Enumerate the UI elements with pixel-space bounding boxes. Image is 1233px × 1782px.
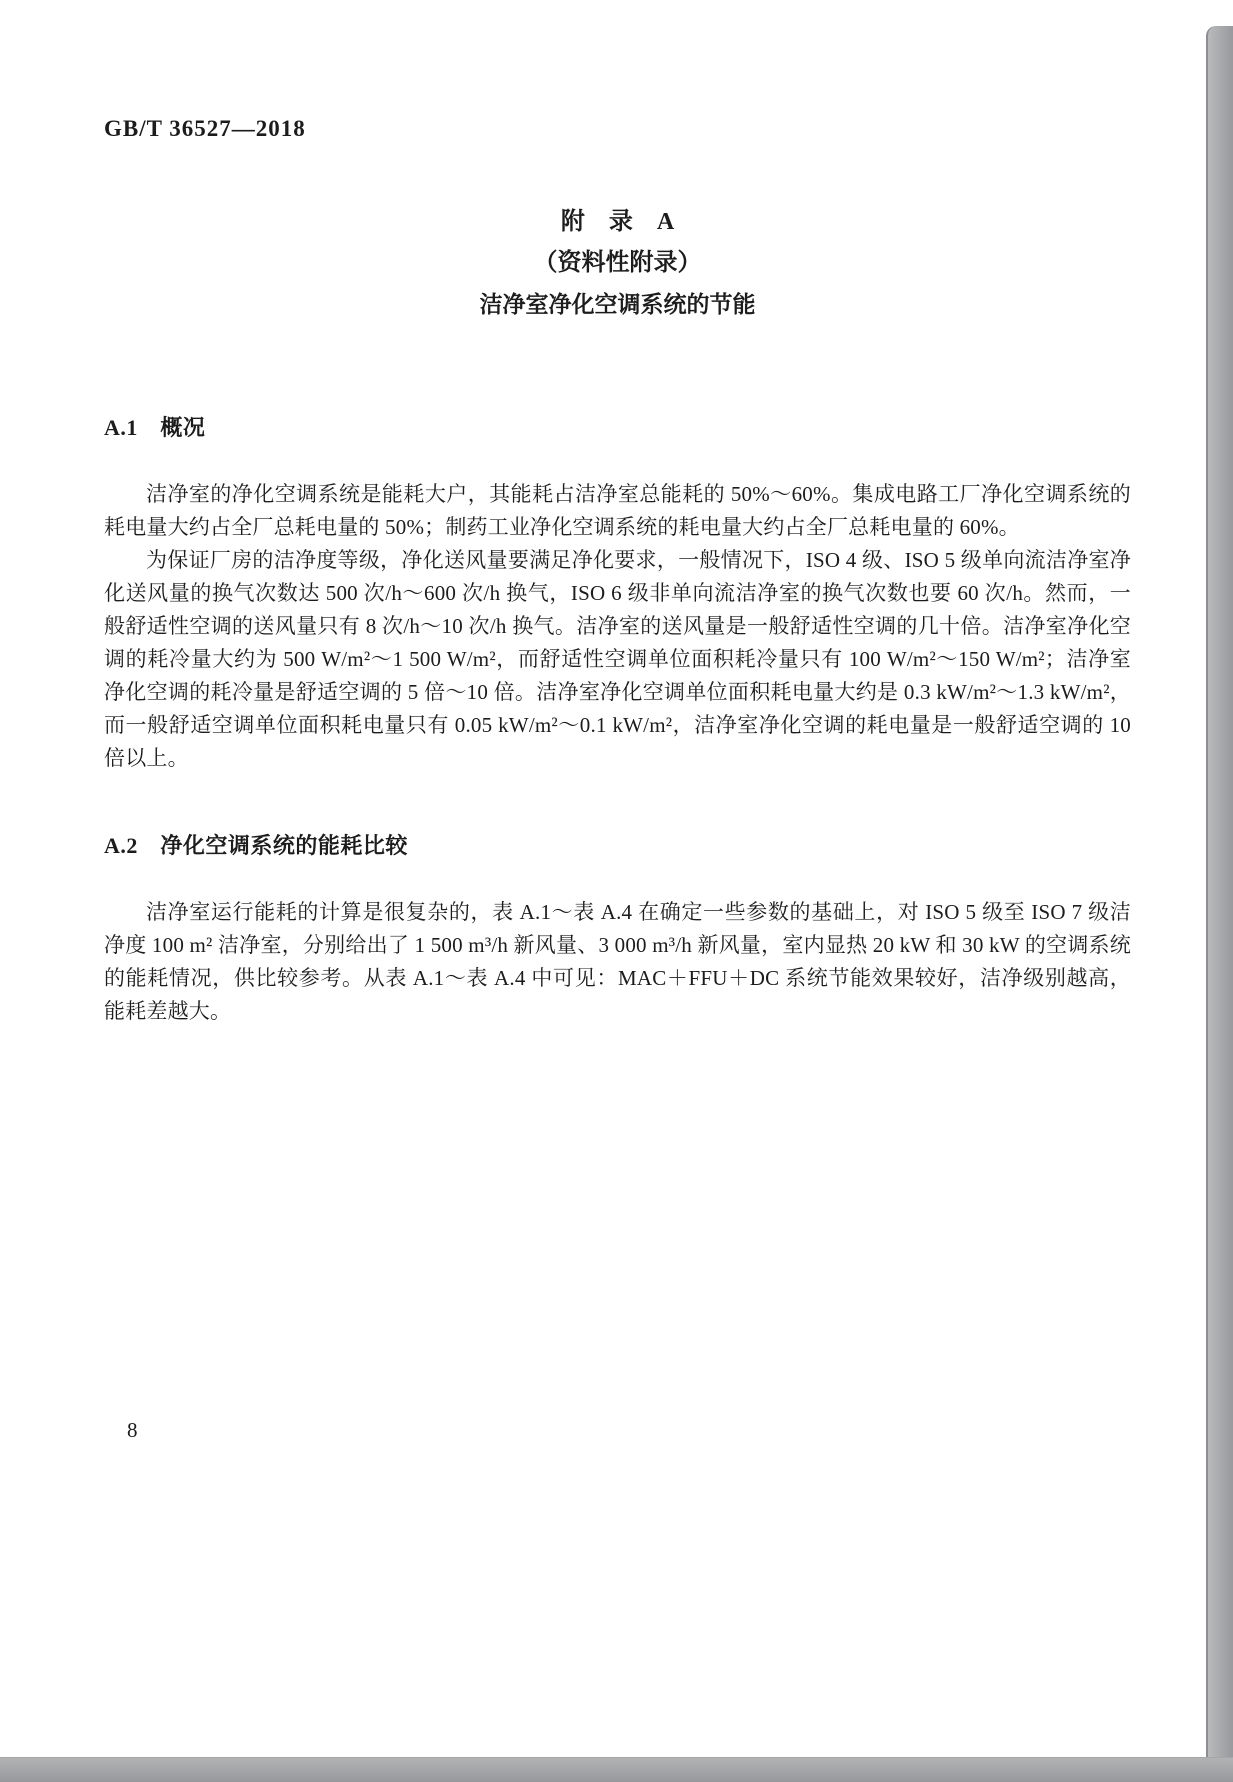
appendix-subject: 洁净室净化空调系统的节能 — [479, 292, 756, 317]
appendix-title-block — [104, 202, 1131, 325]
standard-number-header: GB/T 36527—2018 — [104, 116, 306, 141]
appendix-title: 附 录 A — [560, 209, 675, 235]
page-number: 8 — [127, 1418, 138, 1442]
paragraph-a1-1: 洁净室的净化空调系统是能耗大户，其能耗占洁净室总能耗的 50%～60%。集成电路工厂净化空调系统的耗电量大约占全厂总耗电量的 50%；制药工业净化空调系统的耗电量大约占全厂总耗电量的 60%。 — [104, 482, 1131, 539]
scan-edge-right — [1206, 26, 1233, 1782]
section-heading-a1: A.1 概况 — [104, 415, 206, 440]
paragraph-a1-2: 为保证厂房的洁净度等级，净化送风量要满足净化要求，一般情况下，ISO 4 级、ISO 5 级单向流洁净室净化送风量的换气次数达 500 次/h～600 次/h 换气，ISO 6 级非单向流洁净室的换气次数也要 60 次/h。然而，一般舒适性空调的送风量只有 8 次/h～10 次/h 换气。洁净室的送风量是一般舒适性空调的几十倍。洁净室净化空调的耗冷量大约为 500 W/m²～1 500 W/m²，而舒适性空调单位面积耗冷量只有 100 W/m²～150 W/m²；洁净室净化空调的耗冷量是舒适空调的 5 倍～10 倍。洁净室净化空调单位面积耗电量大约是 0.3 kW/m²～1.3 kW/m²，而一般舒适空调单位面积耗电量只有 0.05 kW/m²～0.1 kW/m²，洁净室净化空调的耗电量是一般舒适空调的 10 倍以上。 — [104, 548, 1131, 770]
appendix-subtitle: （资料性附录） — [533, 250, 702, 276]
paragraph-a2-1: 洁净室运行能耗的计算是很复杂的，表 A.1～表 A.4 在确定一些参数的基础上，对 ISO 5 级至 ISO 7 级洁净度 100 m² 洁净室，分别给出了 1 500 m³/h 新风量、3 000 m³/h 新风量，室内显热 20 kW 和 30 kW 的空调系统的能耗情况，供比较参考。从表 A.1～表 A.4 中可见：MAC＋FFU＋DC 系统节能效果较好，洁净级别越高，能耗差越大。 — [104, 900, 1131, 1023]
page-content — [104, 116, 1131, 1028]
scan-edge-bottom — [0, 1757, 1233, 1782]
section-heading-a2: A.2 净化空调系统的能耗比较 — [104, 833, 408, 858]
